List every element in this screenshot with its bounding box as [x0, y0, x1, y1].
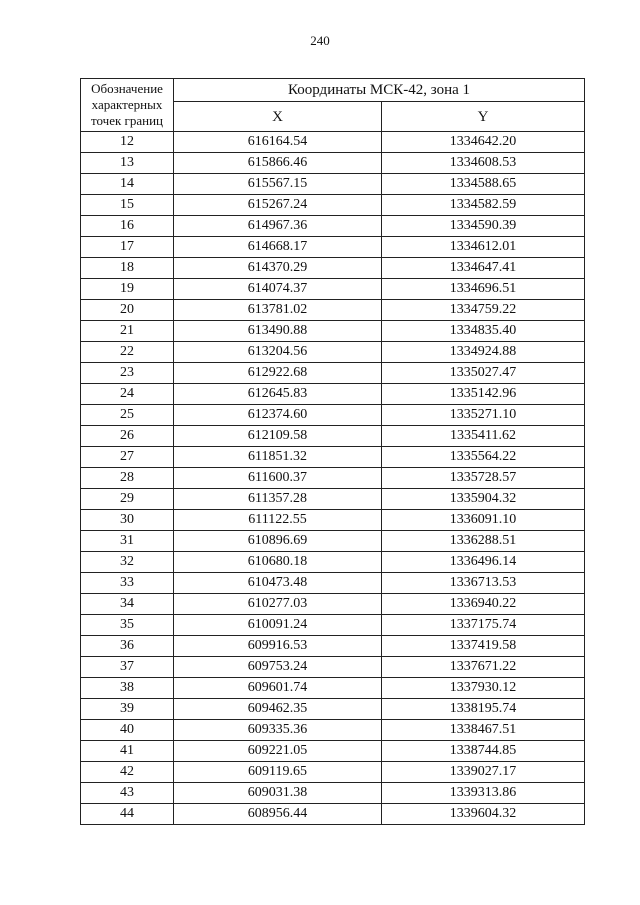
table-header [81, 79, 585, 132]
table-row [81, 657, 585, 678]
table-row [81, 279, 585, 300]
header-y: Y [382, 102, 585, 132]
x-coordinate-cell: 610896.69 [174, 531, 382, 552]
table-row [81, 552, 585, 573]
point-number-cell: 36 [81, 636, 174, 657]
point-number-cell: 39 [81, 699, 174, 720]
x-coordinate-cell: 611600.37 [174, 468, 382, 489]
x-coordinate-cell: 609335.36 [174, 720, 382, 741]
x-coordinate-cell: 613204.56 [174, 342, 382, 363]
point-number-cell: 31 [81, 531, 174, 552]
y-coordinate-cell: 1338195.74 [382, 699, 585, 720]
x-coordinate-cell: 609916.53 [174, 636, 382, 657]
table-row [81, 153, 585, 174]
point-number-cell: 16 [81, 216, 174, 237]
table-row [81, 531, 585, 552]
x-coordinate-cell: 610091.24 [174, 615, 382, 636]
x-coordinate-cell: 608956.44 [174, 804, 382, 825]
y-coordinate-cell: 1338744.85 [382, 741, 585, 762]
x-coordinate-cell: 614668.17 [174, 237, 382, 258]
y-coordinate-cell: 1334642.20 [382, 132, 585, 153]
y-coordinate-cell: 1337175.74 [382, 615, 585, 636]
x-coordinate-cell: 615267.24 [174, 195, 382, 216]
x-coordinate-cell: 614370.29 [174, 258, 382, 279]
point-number-cell: 25 [81, 405, 174, 426]
point-number-cell: 32 [81, 552, 174, 573]
y-coordinate-cell: 1334608.53 [382, 153, 585, 174]
table-row [81, 615, 585, 636]
y-coordinate-cell: 1334835.40 [382, 321, 585, 342]
x-coordinate-cell: 611357.28 [174, 489, 382, 510]
table-row [81, 720, 585, 741]
point-number-cell: 15 [81, 195, 174, 216]
y-coordinate-cell: 1334582.59 [382, 195, 585, 216]
x-coordinate-cell: 609221.05 [174, 741, 382, 762]
point-number-cell: 40 [81, 720, 174, 741]
y-coordinate-cell: 1334612.01 [382, 237, 585, 258]
y-coordinate-cell: 1336091.10 [382, 510, 585, 531]
y-coordinate-cell: 1339604.32 [382, 804, 585, 825]
y-coordinate-cell: 1338467.51 [382, 720, 585, 741]
point-number-cell: 21 [81, 321, 174, 342]
y-coordinate-cell: 1335027.47 [382, 363, 585, 384]
point-number-cell: 30 [81, 510, 174, 531]
point-number-cell: 41 [81, 741, 174, 762]
point-number-cell: 42 [81, 762, 174, 783]
y-coordinate-cell: 1336713.53 [382, 573, 585, 594]
point-number-cell: 13 [81, 153, 174, 174]
coordinates-table [80, 78, 585, 825]
point-number-cell: 24 [81, 384, 174, 405]
point-number-cell: 33 [81, 573, 174, 594]
table-row [81, 762, 585, 783]
table-row [81, 426, 585, 447]
x-coordinate-cell: 615567.15 [174, 174, 382, 195]
y-coordinate-cell: 1335142.96 [382, 384, 585, 405]
y-coordinate-cell: 1336940.22 [382, 594, 585, 615]
x-coordinate-cell: 615866.46 [174, 153, 382, 174]
table-row [81, 195, 585, 216]
y-coordinate-cell: 1334759.22 [382, 300, 585, 321]
point-number-cell: 23 [81, 363, 174, 384]
point-number-cell: 37 [81, 657, 174, 678]
y-coordinate-cell: 1334590.39 [382, 216, 585, 237]
header-x: X [174, 102, 382, 132]
x-coordinate-cell: 612374.60 [174, 405, 382, 426]
table-row [81, 237, 585, 258]
y-coordinate-cell: 1339313.86 [382, 783, 585, 804]
y-coordinate-cell: 1337930.12 [382, 678, 585, 699]
x-coordinate-cell: 610277.03 [174, 594, 382, 615]
table-row [81, 699, 585, 720]
point-number-cell: 34 [81, 594, 174, 615]
y-coordinate-cell: 1337671.22 [382, 657, 585, 678]
y-coordinate-cell: 1337419.58 [382, 636, 585, 657]
x-coordinate-cell: 614967.36 [174, 216, 382, 237]
table-row [81, 636, 585, 657]
table-row [81, 132, 585, 153]
table-row [81, 804, 585, 825]
point-number-cell: 18 [81, 258, 174, 279]
y-coordinate-cell: 1335728.57 [382, 468, 585, 489]
x-coordinate-cell: 609753.24 [174, 657, 382, 678]
point-number-cell: 19 [81, 279, 174, 300]
point-number-cell: 29 [81, 489, 174, 510]
x-coordinate-cell: 609119.65 [174, 762, 382, 783]
table-row [81, 258, 585, 279]
table-row [81, 321, 585, 342]
x-coordinate-cell: 614074.37 [174, 279, 382, 300]
table-row [81, 174, 585, 195]
y-coordinate-cell: 1335271.10 [382, 405, 585, 426]
table-row [81, 510, 585, 531]
point-number-cell: 27 [81, 447, 174, 468]
x-coordinate-cell: 610680.18 [174, 552, 382, 573]
point-number-cell: 14 [81, 174, 174, 195]
table-row [81, 678, 585, 699]
x-coordinate-cell: 609462.35 [174, 699, 382, 720]
table-row [81, 594, 585, 615]
x-coordinate-cell: 609601.74 [174, 678, 382, 699]
header-point-designation: Обозначение характерных точек границ [81, 79, 174, 132]
point-number-cell: 43 [81, 783, 174, 804]
x-coordinate-cell: 612645.83 [174, 384, 382, 405]
point-number-cell: 28 [81, 468, 174, 489]
x-coordinate-cell: 613490.88 [174, 321, 382, 342]
y-coordinate-cell: 1334647.41 [382, 258, 585, 279]
x-coordinate-cell: 612922.68 [174, 363, 382, 384]
y-coordinate-cell: 1336496.14 [382, 552, 585, 573]
table-row [81, 573, 585, 594]
y-coordinate-cell: 1334588.65 [382, 174, 585, 195]
x-coordinate-cell: 616164.54 [174, 132, 382, 153]
table-row [81, 468, 585, 489]
x-coordinate-cell: 611851.32 [174, 447, 382, 468]
y-coordinate-cell: 1335904.32 [382, 489, 585, 510]
point-number-cell: 17 [81, 237, 174, 258]
x-coordinate-cell: 612109.58 [174, 426, 382, 447]
point-number-cell: 26 [81, 426, 174, 447]
page-number: 240 [310, 33, 330, 48]
x-coordinate-cell: 613781.02 [174, 300, 382, 321]
table-row [81, 741, 585, 762]
table-row [81, 300, 585, 321]
table-row [81, 783, 585, 804]
table-row [81, 405, 585, 426]
table-row [81, 342, 585, 363]
point-number-cell: 22 [81, 342, 174, 363]
y-coordinate-cell: 1334696.51 [382, 279, 585, 300]
x-coordinate-cell: 610473.48 [174, 573, 382, 594]
table-row [81, 447, 585, 468]
point-number-cell: 44 [81, 804, 174, 825]
point-number-cell: 35 [81, 615, 174, 636]
y-coordinate-cell: 1335411.62 [382, 426, 585, 447]
x-coordinate-cell: 609031.38 [174, 783, 382, 804]
table-row [81, 489, 585, 510]
y-coordinate-cell: 1336288.51 [382, 531, 585, 552]
header-coordinates: Координаты МСК-42, зона 1 [174, 79, 585, 102]
table-body [81, 132, 585, 825]
point-number-cell: 12 [81, 132, 174, 153]
x-coordinate-cell: 611122.55 [174, 510, 382, 531]
point-number-cell: 20 [81, 300, 174, 321]
y-coordinate-cell: 1334924.88 [382, 342, 585, 363]
table-row [81, 216, 585, 237]
y-coordinate-cell: 1335564.22 [382, 447, 585, 468]
table-row [81, 363, 585, 384]
y-coordinate-cell: 1339027.17 [382, 762, 585, 783]
point-number-cell: 38 [81, 678, 174, 699]
table-row [81, 384, 585, 405]
